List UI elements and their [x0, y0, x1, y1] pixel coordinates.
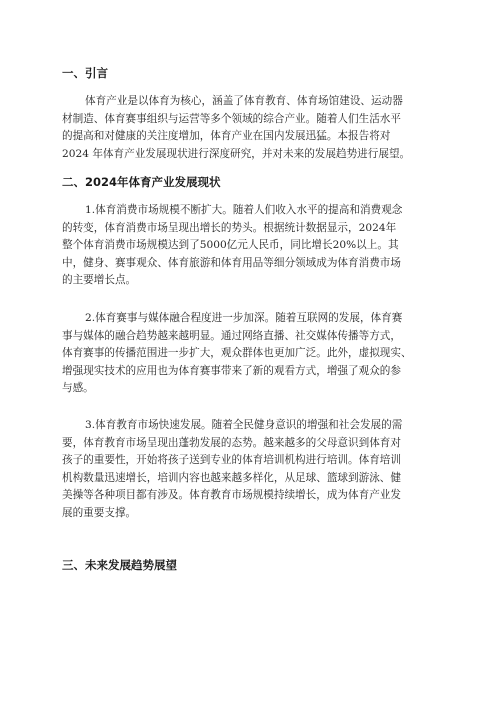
- paragraph-line: 展的重要支撑。: [62, 506, 137, 519]
- paragraph-line: 1.体育消费市场规模不断扩大。随着人们收入水平的提高和消费观念: [85, 204, 403, 216]
- paragraph-line: 的提高和对健康的关注度增加，体育产业在国内发展迅猛。本报告将对: [62, 130, 391, 143]
- paragraph-line: 2.体育赛事与媒体融合程度进一步加深。随着互联网的发展，体育赛: [85, 312, 403, 324]
- section-heading-current-status: 二、2024年体育产业发展现状: [62, 175, 221, 189]
- paragraph-line: 2024 年体育产业发展现状进行深度研究，并对未来的发展趋势进行展望。: [62, 147, 411, 160]
- paragraph-line: 中，健身、赛事观众、体育旅游和体育用品等细分领域成为体育消费市场: [62, 256, 401, 269]
- paragraph-consumption-market: [62, 202, 442, 290]
- paragraph-line: 与感。: [62, 382, 94, 395]
- paragraph-line: 3.体育教育市场快速发展。随着全民健身意识的增强和社会发展的需: [85, 419, 403, 431]
- paragraph-line: 机构数量迅速增长，培训内容也越来越多样化，从足球、篮球到游泳、健: [62, 471, 401, 484]
- section-heading-future-outlook: 三、未来发展趋势展望: [62, 558, 177, 572]
- paragraph-line: 要，体育教育市场呈现出蓬勃发展的态势。越来越多的父母意识到体育对: [62, 436, 401, 449]
- paragraph-line: 体育产业是以体育为核心，涵盖了体育教育、体育场馆建设、运动器: [85, 95, 403, 107]
- paragraph-line: 美操等各种项目都有涉及。体育教育市场规模持续增长，成为体育产业发: [62, 489, 401, 502]
- paragraph-line: 的主要增长点。: [62, 274, 137, 287]
- paragraph-education-market: [62, 417, 442, 523]
- paragraph-line: 的转变，体育消费市场呈现出增长的势头。根据统计数据显示，2024年: [62, 221, 397, 234]
- paragraph-introduction: [62, 93, 442, 163]
- paragraph-media-integration: [62, 310, 442, 398]
- paragraph-line: 孩子的重要性，开始将孩子送到专业的体育培训机构进行培训。体育培训: [62, 454, 401, 467]
- paragraph-line: 事与媒体的融合趋势越来越明显。通过网络直播、社交媒体传播等方式，: [62, 329, 401, 342]
- paragraph-line: 材制造、体育赛事组织与运营等多个领域的综合产业。随着人们生活水平: [62, 112, 401, 125]
- paragraph-line: 增强现实技术的应用也为体育赛事带来了新的观看方式，增强了观众的参: [62, 364, 401, 377]
- paragraph-line: 体育赛事的传播范围进一步扩大，观众群体也更加广泛。此外，虚拟现实、: [62, 347, 412, 360]
- paragraph-line: 整个体育消费市场规模达到了5000亿元人民币，同比增长20%以上。其: [62, 239, 399, 252]
- section-heading-introduction: 一、引言: [62, 66, 108, 80]
